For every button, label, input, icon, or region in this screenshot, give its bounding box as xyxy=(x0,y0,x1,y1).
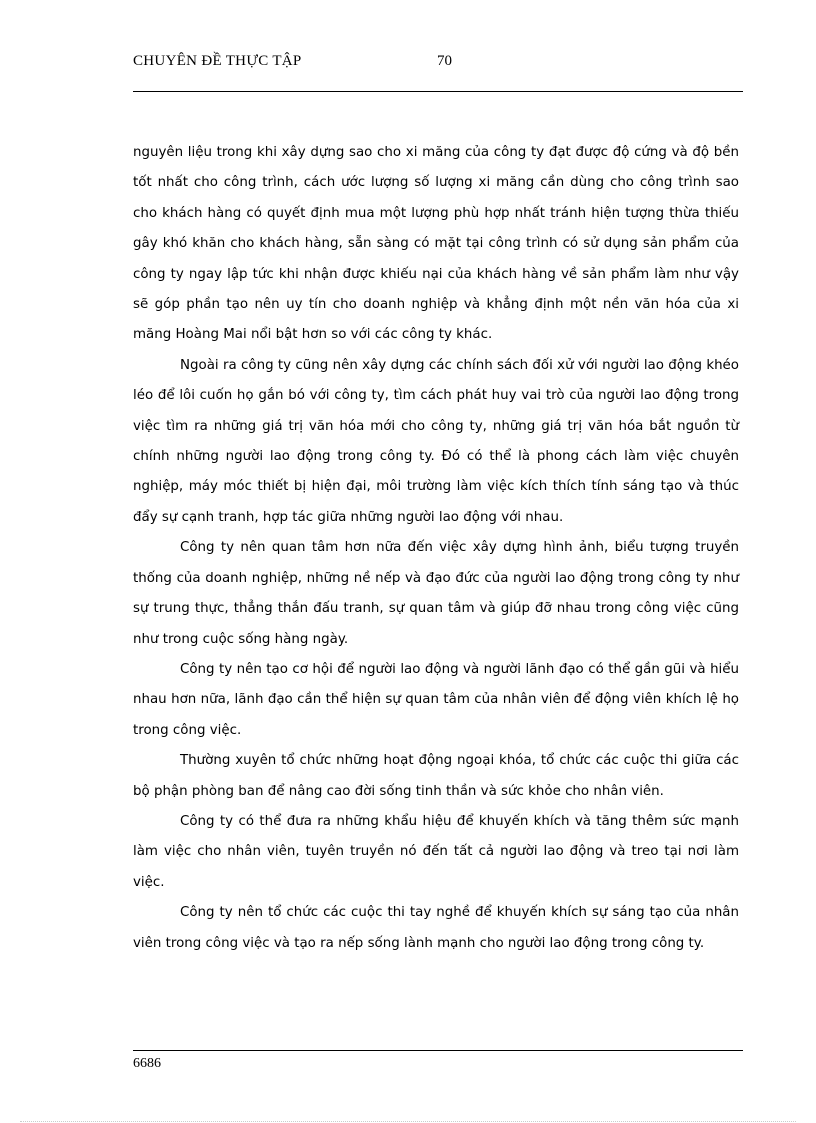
paragraph: Công ty nên quan tâm hơn nữa đến việc xây dựng hình ảnh, biểu tượng truyền thống của doanh nghiệp, những nề nếp và đạo đức của người lao động trong công ty như sự trung thực, thẳng thắn đấu tranh, sự quan tâm và giúp đỡ nhau trong công việc cũng như trong cuộc sống hàng ngày. xyxy=(133,540,739,647)
paragraph: nguyên liệu trong khi xây dựng sao cho xi măng của công ty đạt được độ cứng và độ bền tốt nhất cho công trình, cách ước lượng số lượng xi măng cần dùng cho công trình sao cho khách hàng có quyết định mua một lượng phù hợp nhất tránh hiện tượng thừa thiếu gây khó khăn cho khách hàng, sẵn sàng có mặt tại công trình có sử dụng sản phẩm của công ty ngay lập tức khi nhận được khiếu nại của khách hàng về sản phẩm làm như vậy sẽ góp phần tạo nên uy tín cho doanh nghiệp và khẳng định một nền văn hóa của xi măng Hoàng Mai nổi bật hơn so với các công ty khác. xyxy=(133,145,739,343)
paragraph: Thường xuyên tổ chức những hoạt động ngoại khóa, tổ chức các cuộc thi giữa các bộ phận phòng ban để nâng cao đời sống tinh thần và sức khỏe cho nhân viên. xyxy=(133,753,739,799)
footer-divider xyxy=(133,1050,743,1051)
paragraph: Công ty nên tạo cơ hội để người lao động và người lãnh đạo có thể gần gũi và hiểu nhau hơn nữa, lãnh đạo cần thể hiện sự quan tâm của nhân viên để động viên khích lệ họ trong công việc. xyxy=(133,661,739,738)
paragraph: Công ty có thể đưa ra những khẩu hiệu để khuyến khích và tăng thêm sức mạnh làm việc cho nhân viên, tuyên truyền nó đến tất cả người lao động và treo tại nơi làm việc. xyxy=(133,813,739,890)
header-divider xyxy=(133,91,743,92)
paragraph: Công ty nên tổ chức các cuộc thi tay nghề để khuyến khích sự sáng tạo của nhân viên trong công việc và tạo ra nếp sống lành mạnh cho người lao động trong công ty. xyxy=(133,905,739,951)
page-edge xyxy=(20,1121,796,1122)
footer-code: 6686 xyxy=(133,1056,161,1071)
running-header-title: CHUYÊN ĐỀ THỰC TẬP xyxy=(133,53,302,69)
paragraph: Ngoài ra công ty cũng nên xây dựng các chính sách đối xử với người lao động khéo léo để lôi cuốn họ gắn bó với công ty, tìm cách phát huy vai trò của người lao động trong việc tìm ra những giá trị văn hóa mới cho công ty, những giá trị văn hóa bắt nguồn từ chính những người lao động trong công ty. Đó có thể là phong cách làm việc chuyên nghiệp, máy móc thiết bị hiện đại, môi trường làm việc kích thích tính sáng tạo và thúc đẩy sự cạnh tranh, hợp tác giữa những người lao động với nhau. xyxy=(133,357,739,525)
body-text xyxy=(133,138,739,959)
page-number: 70 xyxy=(437,53,452,69)
